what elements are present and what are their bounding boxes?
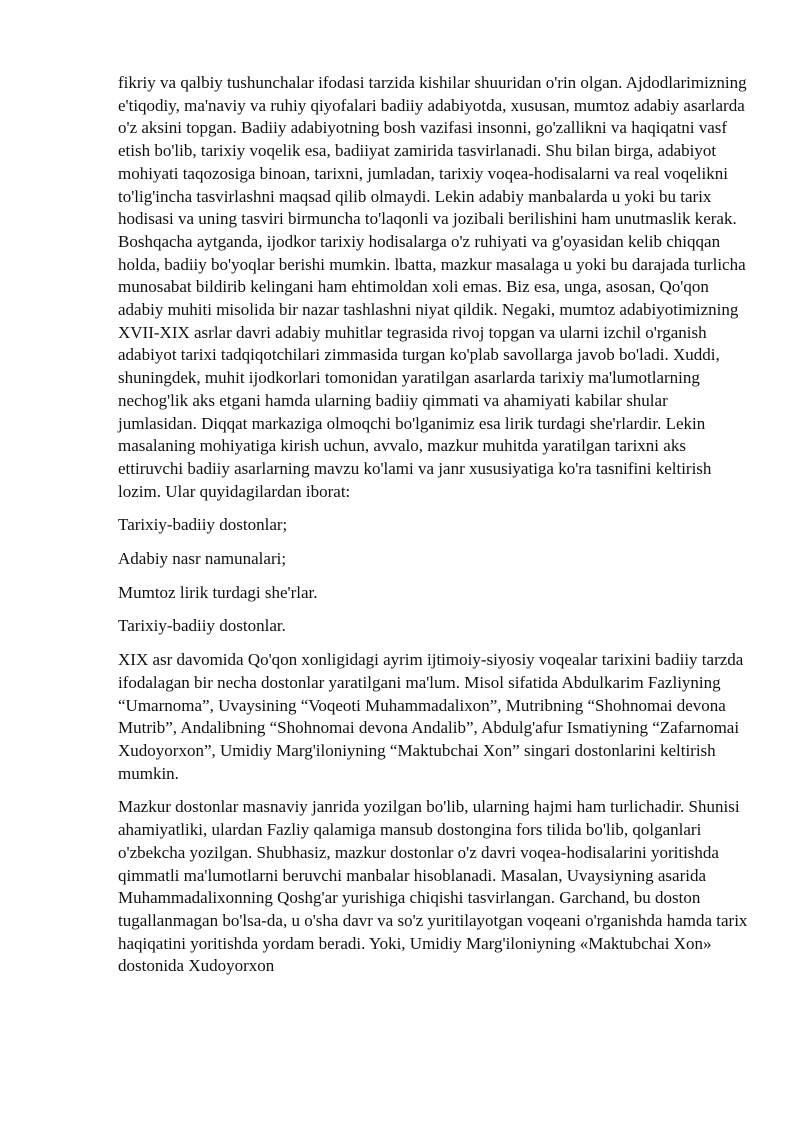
list-item: Tarixiy-badiiy dostonlar. bbox=[118, 616, 286, 636]
body-paragraph: fikriy va qalbiy tushunchalar ifodasi tarzida kishilar shuuridan o'rin olgan. Ajdodlarimizning e'tiqodiy, ma'naviy va ruhiy qiyofalari badiiy adabiyotda, xususan, mumtoz adabiy asarlarda o'z aksini topgan. Badiiy adabiyotning bosh vazifasi insonni, go'zallikni va haqiqatni vasf etish bo'lib, tarixiy voqelik esa, badiiyat zamirida tasvirlanadi. Shu bilan birga, adabiyot mohiyati taqozosiga binoan, tarixni, jumladan, tarixiy voqea-hodisalarni va real voqelikni to'lig'incha tasvirlashni maqsad qilib olmaydi. Lekin adabiy manbalarda u yoki bu tarix hodisasi va uning tasviri birmuncha to'laqonli va jozibali berilishini ham unutmaslik kerak. Boshqacha aytganda, ijodkor tarixiy hodisalarga o'z ruhiyati va g'oyasidan kelib chiqqan holda, badiiy bo'yoqlar berishi mumkin. lbatta, mazkur masalaga u yoki bu darajada turlicha munosabat bildirib kelingani ham ehtimoldan xoli emas. Biz esa, unga, asosan, Qo'qon adabiy muhiti misolida bir nazar tashlashni niyat qildik. Negaki, mumtoz adabiyotimizning XVII-XIX asrlar davri adabiy muhitlar tegrasida rivoj topgan va ularni izchil o'rganish adabiyot tarixi tadqiqotchilari zimmasida turgan ko'plab savollarga javob bo'ladi. Xuddi, shuningdek, muhit ijodkorlari tomonidan yaratilgan asarlarda tarixiy ma'lumotlarning nechog'lik aks etgani hamda ularning badiiy qimmati va ahamiyati kabilar shular jumlasidan. Diqqat markaziga olmoqchi bo'lganimiz esa lirik turdagi she'rlardir. Lekin masalaning mohiyatiga kirish uchun, avvalo, mazkur muhitda yaratilgan tarixni aks ettiruvchi badiiy asarlarning mavzu ko'lami va janr xususiyatiga ko'ra tasnifini keltirish lozim. Ular quyidagilardan iborat: bbox=[118, 73, 747, 501]
list-item: Adabiy nasr namunalari; bbox=[118, 549, 287, 569]
document-page bbox=[118, 72, 750, 989]
body-paragraph: XIX asr davomida Qo'qon xonligidagi ayrim ijtimoiy-siyosiy voqealar tarixini badiiy tarzda ifodalagan bir necha dostonlar yaratilgani ma'lum. Misol sifatida Abdulkarim Fazliyning “Umarnoma”, Uvaysining “Voqeoti Muhammadalixon”, Mutribning “Shohnomai devona Mutrib”, Andalibning “Shohnomai devona Andalib”, Abdulg'afur Ismatiyning “Zafarnomai Xudoyorxon”, Umidiy Marg'iloniyning “Maktubchai Xon” singari dostonlarini keltirish mumkin. bbox=[118, 650, 744, 783]
list-item: Tarixiy-badiiy dostonlar; bbox=[118, 515, 288, 535]
body-paragraph: Mazkur dostonlar masnaviy janrida yozilgan bo'lib, ularning hajmi ham turlichadir. Shunisi ahamiyatliki, ulardan Fazliy qalamiga mansub dostongina fors tilida bo'lib, qolganlari o'zbekcha yozilgan. Shubhasiz, mazkur dostonlar o'z davri voqea-hodisalarini yoritishda qimmatli ma'lumotlarni beruvchi manbalar hisoblanadi. Masalan, Uvaysiyning asarida Muhammadalixonning Qoshg'ar yurishiga chiqishi tasvirlangan. Garchand, bu doston tugallanmagan bo'lsa-da, u o'sha davr va so'z yuritilayotgan voqeani o'rganishda hamda tarix haqiqatini yoritishda yordam beradi. Yoki, Umidiy Marg'iloniyning «Maktubchai Xon» dostonida Xudoyorxon bbox=[118, 797, 748, 976]
list-item: Mumtoz lirik turdagi she'rlar. bbox=[118, 582, 318, 602]
